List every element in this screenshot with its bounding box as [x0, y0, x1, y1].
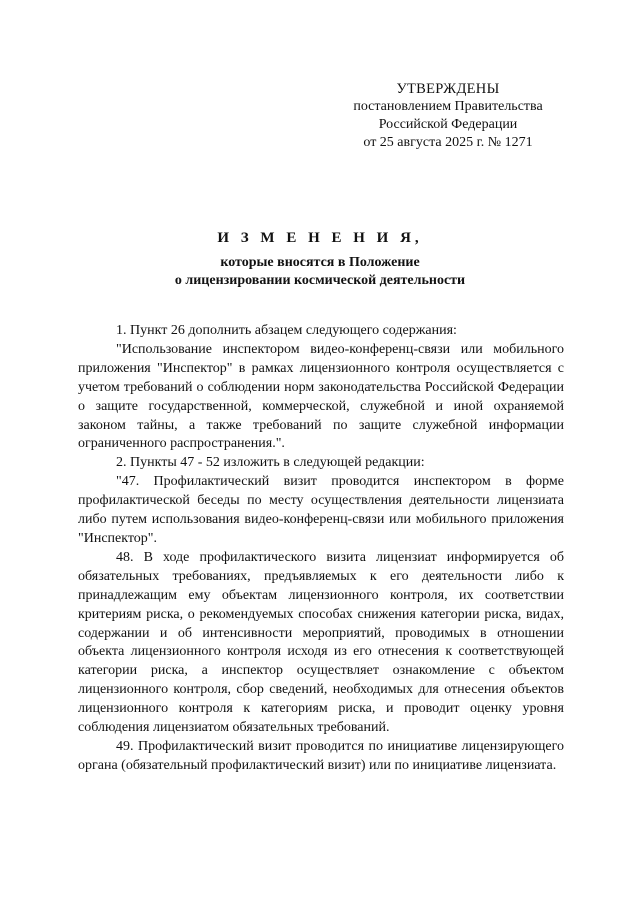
approval-date-number: от 25 августа 2025 г. № 1271 — [363, 135, 533, 150]
approval-heading: УТВЕРЖДЕНЫ — [396, 81, 500, 97]
paragraph-quote-item-26: "Использование инспектором видео-конференц-связи или мобильного приложения "Инспектор" в рамках лицензионного контроля осуществляется с учетом требований о соблюдении норм законодательства Российской Федерации о защите государственной, коммерческой, служебной и иной охраняемой законом тайны, а также требований по защите служебной информации ограниченного распространения.". — [78, 341, 564, 452]
document-heading — [78, 228, 562, 290]
paragraph-point-47: "47. Профилактический визит проводится инспектором в форме профилактической беседы по месту осуществления деятельности лицензиата либо путем использования видео-конференц-связи или мобильного приложения "Инспектор". — [78, 474, 564, 546]
paragraph-point-49: 49. Профилактический визит проводится по инициативе лицензирующего органа (обязательный профилактический визит) или по инициативе лицензиата. — [78, 738, 564, 773]
approval-block — [340, 80, 556, 152]
approval-country: Российской Федерации — [378, 117, 518, 132]
document-body — [78, 322, 564, 776]
paragraph-item-1: 1. Пункт 26 дополнить абзацем следующего содержания: — [116, 323, 457, 338]
approval-authority: постановлением Правительства — [353, 99, 543, 114]
paragraph-item-2: 2. Пункты 47 - 52 изложить в следующей редакции: — [116, 455, 425, 471]
document-subtitle-line-2: о лицензировании космической деятельности — [174, 273, 466, 288]
paragraph-point-48: 48. В ходе профилактического визита лицензиат информируется об обязательных требованиях, предъявляемых к его деятельности либо к принадлежащим ему объектам лицензионного контроля, их соответствии критериям риска, о рекомендуемых способах снижения категории риска, видах, содержании и об интенсивности мероприятий, проводимых в отношении объекта лицензионного контроля исходя из его отнесения к соответствующей категории риска, а инспектор осуществляет ознакомление с объектом лицензионного контроля, сбор сведений, необходимых для отнесения объектов лицензионного контроля к категориям риска, и проводит оценку уровня соблюдения лицензиатом обязательных требований. — [78, 549, 564, 736]
document-title: И З М Е Н Е Н И Я, — [217, 230, 423, 246]
document-subtitle-line-1: которые вносятся в Положение — [220, 255, 420, 270]
